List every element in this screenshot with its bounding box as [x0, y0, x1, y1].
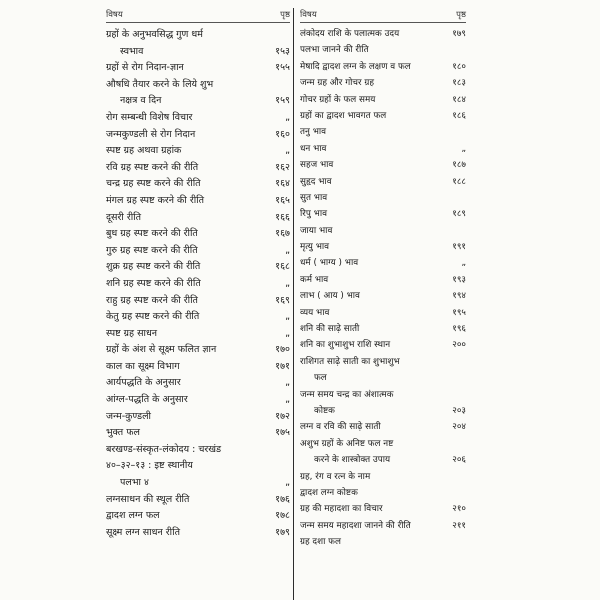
- right-column: [300, 8, 466, 600]
- entry-title: शनि की साढ़े साती: [300, 324, 360, 335]
- index-entry: [300, 390, 466, 401]
- index-entry: [300, 258, 466, 269]
- index-entry: [300, 193, 466, 204]
- entry-title: स्वभाव: [120, 45, 144, 57]
- entry-title: मेषादि द्वादश लग्न के लक्षण व फल: [300, 61, 411, 72]
- entry-page-number: १६२: [275, 161, 290, 173]
- index-entry: [106, 328, 290, 339]
- entry-page-number: „: [285, 311, 290, 323]
- entry-title: शुक्र ग्रह स्पष्ट करने की रीति: [106, 261, 201, 273]
- index-entry: [300, 439, 466, 450]
- index-entry: [300, 177, 466, 188]
- entry-title: रवि ग्रह स्पष्ट करने की रीति: [106, 161, 199, 173]
- entry-title: लाभ ( आय ) भाव: [300, 291, 360, 302]
- entry-title: ग्रहों के अंश से सूक्ष्म फलित ज्ञान: [106, 344, 217, 356]
- entry-page-number: १६८: [275, 261, 290, 273]
- index-entry: [300, 521, 466, 532]
- entry-title: ग्रहों से रोग निदान-ज्ञान: [106, 62, 184, 74]
- entry-title: जन्म-कुण्डली: [106, 410, 151, 422]
- entry-page-number: १८०: [452, 61, 466, 72]
- index-entry: [106, 62, 290, 73]
- entry-page-number: १८३: [452, 78, 466, 89]
- left-header-subject: विषय: [106, 10, 123, 20]
- entry-title: आर्यपद्धति के अनुसार: [106, 377, 181, 389]
- entry-page-number: „: [285, 244, 290, 256]
- index-entry: [106, 95, 290, 106]
- left-header: [106, 8, 290, 22]
- right-entries: [300, 29, 466, 548]
- index-entry: [106, 212, 290, 223]
- entry-page-number: १६०: [275, 128, 290, 140]
- entry-page-number: १७५: [275, 427, 290, 439]
- index-entry: [106, 494, 290, 505]
- entry-page-number: २०३: [452, 405, 466, 416]
- index-entry: [106, 245, 290, 256]
- entry-page-number: १८८: [452, 176, 466, 187]
- index-entry: [300, 340, 466, 351]
- entry-title: सूक्ष्म लग्न साधन रीति: [106, 526, 180, 538]
- index-entry: [106, 295, 290, 306]
- entry-title: व्यय भाव: [300, 307, 330, 318]
- index-entry: [300, 537, 466, 548]
- entry-page-number: १७९: [452, 29, 466, 39]
- entry-title: जन्म ग्रह और गोचर ग्रह: [300, 78, 375, 89]
- entry-page-number: १६७: [275, 228, 290, 240]
- entry-title: लंकोदय राशि के पलात्मक उदय: [300, 29, 400, 39]
- index-entry: [106, 477, 290, 488]
- entry-title: कोष्टक: [314, 405, 335, 416]
- entry-page-number: „: [285, 145, 290, 157]
- entry-title: शनि ग्रह स्पष्ट करने की रीति: [106, 277, 201, 289]
- entry-title: ग्रहों के अनुभवसिद्ध गुण धर्म: [106, 29, 203, 40]
- index-entry: [300, 488, 466, 499]
- entry-title: फल: [314, 373, 327, 384]
- entry-title: ग्रह, रंग व रत्न के नाम: [300, 471, 371, 482]
- entry-page-number: १७१: [275, 360, 290, 372]
- entry-title: काल का सूक्ष्म विभाग: [106, 360, 180, 372]
- index-entry: [106, 46, 290, 57]
- index-entry: [106, 178, 290, 189]
- entry-page-number: १९१: [452, 242, 466, 253]
- index-entry: [300, 95, 466, 106]
- entry-page-number: २०६: [452, 455, 466, 466]
- entry-title: गोचर ग्रहों के फल समय: [300, 94, 376, 105]
- entry-page-number: २१०: [452, 504, 466, 515]
- index-entry: [300, 291, 466, 302]
- index-entry: [106, 361, 290, 372]
- entry-title: शनि का शुभाशुभ राशि स्थान: [300, 340, 391, 351]
- index-entry: [300, 357, 466, 368]
- entry-page-number: „: [461, 258, 466, 269]
- index-entry: [300, 160, 466, 171]
- entry-title: मंगल ग्रह स्पष्ट करने की रीति: [106, 194, 205, 206]
- entry-page-number: १९५: [452, 307, 466, 318]
- entry-title: नक्षत्र व दिन: [120, 95, 162, 107]
- entry-page-number: १६५: [275, 194, 290, 206]
- entry-title: गुरु ग्रह स्पष्ट करने की रीति: [106, 244, 198, 256]
- entry-page-number: „: [285, 111, 290, 123]
- entry-title: जन्मकुण्डली से रोग निदान: [106, 128, 196, 140]
- entry-page-number: १५५: [275, 62, 290, 74]
- entry-page-number: २००: [452, 340, 466, 351]
- left-header-page: पृष्ठ: [280, 10, 290, 20]
- entry-title: बुध ग्रह स्पष्ट करने की रीति: [106, 228, 198, 240]
- index-entry: [106, 311, 290, 322]
- left-entries: [106, 29, 290, 538]
- index-entry: [300, 111, 466, 122]
- entry-page-number: „: [285, 394, 290, 406]
- entry-title: लग्न व रवि की साढ़े साती: [300, 422, 381, 433]
- index-entry: [300, 127, 466, 138]
- entry-page-number: १९३: [452, 274, 466, 285]
- entry-page-number: „: [285, 327, 290, 339]
- left-header-rule: [106, 22, 290, 23]
- entry-title: रोग सम्बन्धी विशेष विचार: [106, 111, 193, 123]
- entry-title: ४०–३२–१३ : इष्ट स्थानीय: [106, 460, 193, 472]
- entry-page-number: „: [285, 477, 290, 489]
- entry-title: दूसरी रीति: [106, 211, 142, 223]
- entry-page-number: १८९: [452, 209, 466, 220]
- entry-title: रिपु भाव: [300, 209, 328, 220]
- index-entry: [106, 129, 290, 140]
- index-entry: [106, 79, 290, 90]
- entry-title: मृत्यु भाव: [300, 242, 330, 253]
- index-entry: [106, 394, 290, 405]
- entry-title: केतु ग्रह स्पष्ट करने की रीति: [106, 311, 200, 323]
- index-entry: [300, 422, 466, 433]
- index-entry: [300, 29, 466, 40]
- entry-title: अशुभ ग्रहों के अनिष्ट फल नष्ट: [300, 438, 394, 449]
- entry-page-number: २११: [452, 520, 466, 531]
- entry-title: धन भाव: [300, 143, 327, 154]
- entry-title: तनु भाव: [300, 127, 327, 138]
- entry-page-number: १७८: [275, 510, 290, 522]
- entry-title: ग्रह की महादशा का विचार: [300, 504, 383, 515]
- index-entry: [300, 373, 466, 384]
- entry-title: लग्नसाधन की स्थूल रीति: [106, 493, 190, 505]
- index-entry: [106, 261, 290, 272]
- index-entry: [300, 472, 466, 483]
- entry-title: राहु ग्रह स्पष्ट करने की रीति: [106, 294, 198, 306]
- entry-page-number: १६४: [275, 178, 290, 190]
- entry-title: पलभा ४: [120, 477, 149, 489]
- entry-title: पलभा जानने की रीति: [300, 45, 369, 56]
- index-entry: [300, 275, 466, 286]
- entry-page-number: १९४: [452, 291, 466, 302]
- entry-page-number: „: [285, 377, 290, 389]
- entry-title: द्वादश लग्न फल: [106, 510, 160, 522]
- index-entry: [106, 162, 290, 173]
- entry-page-number: १७६: [275, 493, 290, 505]
- entry-title: आंग्ल-पद्धति के अनुसार: [106, 394, 188, 406]
- right-header: [300, 8, 466, 22]
- entry-page-number: १७९: [275, 526, 290, 538]
- index-entry: [300, 455, 466, 466]
- index-entry: [106, 444, 290, 455]
- index-entry: [300, 144, 466, 155]
- entry-page-number: १८६: [452, 110, 466, 121]
- index-entry: [300, 45, 466, 56]
- index-entry: [300, 209, 466, 220]
- index-entry: [106, 510, 290, 521]
- entry-title: जाया भाव: [300, 225, 333, 236]
- index-entry: [106, 29, 290, 40]
- index-entry: [300, 324, 466, 335]
- index-entry: [106, 145, 290, 156]
- entry-page-number: २०४: [452, 422, 466, 433]
- entry-page-number: १६९: [275, 294, 290, 306]
- column-divider: [293, 8, 294, 600]
- entry-page-number: १८७: [452, 160, 466, 171]
- left-column: [106, 8, 290, 600]
- index-entry: [300, 78, 466, 89]
- entry-title: जन्म समय महादशा जानने की रीति: [300, 520, 411, 531]
- index-entry: [300, 226, 466, 237]
- right-header-rule: [300, 22, 466, 23]
- entry-title: स्पष्ट ग्रह अथवा ग्रहांक: [106, 145, 182, 157]
- entry-page-number: १९६: [452, 324, 466, 335]
- right-header-page: पृष्ठ: [456, 10, 466, 20]
- entry-page-number: १५९: [275, 95, 290, 107]
- index-entry: [300, 406, 466, 417]
- entry-page-number: १५३: [275, 45, 290, 57]
- entry-title: द्वादश लग्न कोष्टक: [300, 487, 358, 498]
- entry-title: ग्रहों का द्वादश भावगत फल: [300, 110, 387, 121]
- index-entry: [106, 527, 290, 538]
- right-header-subject: विषय: [300, 10, 317, 20]
- entry-title: सुत भाव: [300, 192, 328, 203]
- index-entry: [106, 228, 290, 239]
- entry-title: राशिगत साढ़े साती का शुभाशुभ: [300, 356, 400, 367]
- index-entry: [300, 504, 466, 515]
- entry-title: सहज भाव: [300, 160, 334, 171]
- entry-title: चन्द्र ग्रह स्पष्ट करने की रीति: [106, 178, 201, 190]
- entry-title: भुक्त फल: [106, 427, 140, 439]
- index-entry: [106, 278, 290, 289]
- index-entry: [106, 427, 290, 438]
- entry-title: ग्रह दशा फल: [300, 537, 341, 548]
- index-entry: [106, 195, 290, 206]
- entry-title: स्पष्ट ग्रह साधन: [106, 327, 158, 339]
- index-entry: [106, 460, 290, 471]
- entry-title: धर्म ( भाग्य ) भाव: [300, 258, 359, 269]
- index-entry: [106, 411, 290, 422]
- entry-title: कर्म भाव: [300, 274, 329, 285]
- entry-page-number: १७२: [275, 410, 290, 422]
- entry-title: जन्म समय चन्द्र का अंशात्मक: [300, 389, 394, 400]
- index-entry: [106, 344, 290, 355]
- entry-title: सुहृद भाव: [300, 176, 332, 187]
- index-entry: [300, 242, 466, 253]
- index-entry: [300, 308, 466, 319]
- entry-page-number: १८४: [452, 94, 466, 105]
- entry-title: औषधि तैयार करने के लिये शुभ: [106, 78, 214, 90]
- entry-page-number: १६६: [275, 211, 290, 223]
- index-entry: [106, 112, 290, 123]
- entry-page-number: १७०: [275, 344, 290, 356]
- entry-page-number: „: [461, 143, 466, 154]
- entry-title: करने के शास्त्रोक्त उपाय: [314, 455, 391, 466]
- entry-page-number: „: [285, 277, 290, 289]
- index-entry: [300, 62, 466, 73]
- index-entry: [106, 377, 290, 388]
- entry-title: बरखण्ड-संस्कृत-लंकोदय : चरखंड: [106, 443, 222, 455]
